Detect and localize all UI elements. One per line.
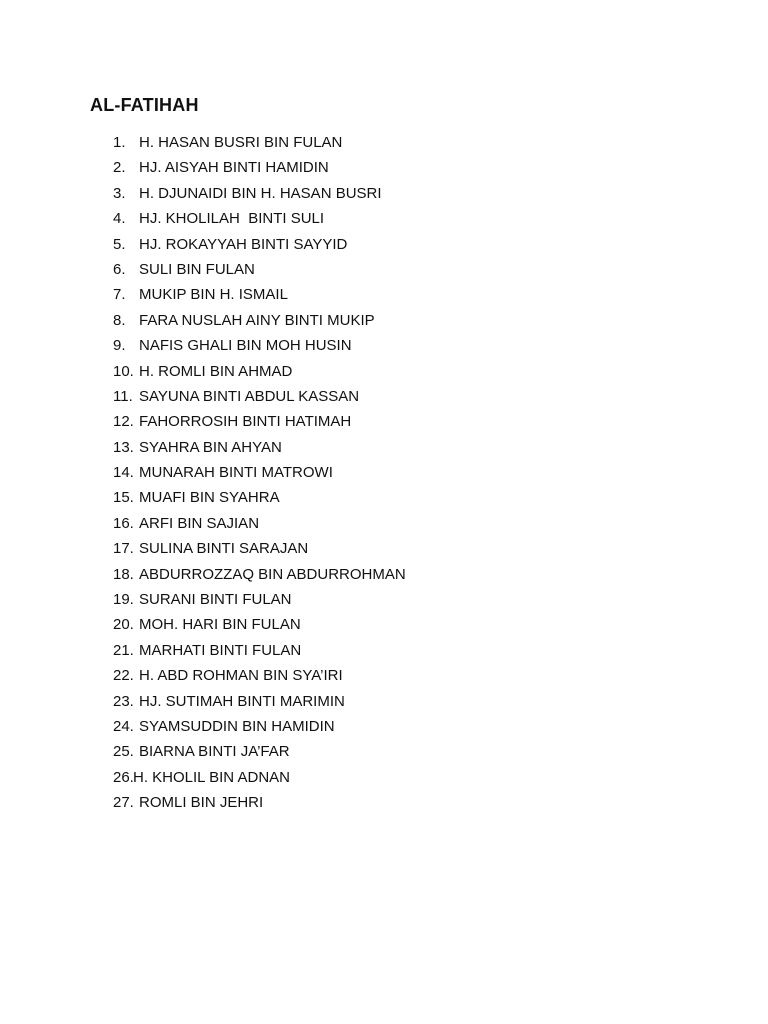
list-item (113, 130, 406, 155)
list-item-name: SAYUNA BINTI ABDUL KASSAN (139, 387, 360, 405)
list-item (113, 739, 406, 764)
list-item-name: ROMLI BIN JEHRI (139, 794, 264, 812)
list-item (113, 206, 406, 231)
list-item-name: MARHATI BINTI FULAN (139, 641, 302, 659)
list-item-name: H. ROMLI BIN AHMAD (139, 362, 293, 380)
list-item-name: HJ. SUTIMAH BINTI MARIMIN (139, 692, 345, 710)
list-item-number: 27. (113, 794, 134, 812)
list-item-number: 18. (113, 565, 134, 583)
document-title: AL-FATIHAH (90, 95, 199, 115)
list-item-number: 14. (113, 464, 134, 482)
list-item (113, 765, 406, 790)
list-item-number: 15. (113, 489, 134, 507)
list-item (113, 232, 406, 257)
list-item-name: H. ABD ROHMAN BIN SYA’IRI (139, 667, 343, 685)
list-item-number: 19. (113, 591, 134, 609)
list-item-number: 13. (113, 438, 134, 456)
list-item-number: 24. (113, 717, 134, 735)
list-item-number: 12. (113, 413, 134, 431)
list-item (113, 384, 406, 409)
list-item (113, 257, 406, 282)
list-item-name: H. KHOLIL BIN ADNAN (133, 768, 290, 786)
list-item-name: SURANI BINTI FULAN (139, 591, 292, 609)
list-item (113, 714, 406, 739)
list-item-number: 6. (113, 260, 126, 278)
list-item (113, 587, 406, 612)
list-item-number: 20. (113, 616, 134, 634)
list-item-number: 1. (113, 134, 126, 151)
list-item-name: SULI BIN FULAN (139, 260, 255, 278)
list-item (113, 181, 406, 206)
list-item (113, 689, 406, 714)
list-item-number: 11. (113, 387, 133, 405)
list-item (113, 155, 406, 180)
list-item-number: 16. (113, 514, 134, 532)
list-item (113, 359, 406, 384)
list-item-number: 3. (113, 184, 126, 202)
list-item (113, 485, 406, 510)
list-item (113, 612, 406, 637)
list-item (113, 282, 406, 307)
list-item-name: FAHORROSIH BINTI HATIMAH (139, 413, 352, 431)
list-item (113, 536, 406, 561)
list-item-number: 26. (113, 768, 134, 786)
list-item-name: FARA NUSLAH AINY BINTI MUKIP (139, 311, 375, 329)
list-item-number: 5. (113, 235, 126, 253)
list-item (113, 638, 406, 663)
list-item (113, 460, 406, 485)
list-item (113, 308, 406, 333)
list-item (113, 409, 406, 434)
list-item-number: 4. (113, 210, 126, 228)
list-item-number: 8. (113, 311, 126, 329)
list-item-name: MUNARAH BINTI MATROWI (139, 464, 333, 482)
list-item-name: HJ. KHOLILAH BINTI SULI (139, 210, 325, 228)
list-item-name: MOH. HARI BIN FULAN (139, 616, 301, 634)
list-item (113, 562, 406, 587)
list-item-name: SYAMSUDDIN BIN HAMIDIN (139, 717, 335, 735)
list-item-number: 22. (113, 667, 134, 685)
list-item-name: H. HASAN BUSRI BIN FULAN (139, 134, 343, 151)
list-item-number: 21. (113, 641, 134, 659)
list-item-name: MUAFI BIN SYAHRA (139, 489, 280, 507)
list-item-name: MUKIP BIN H. ISMAIL (139, 286, 288, 304)
list-item (113, 790, 406, 815)
list-item-number: 25. (113, 743, 134, 761)
list-item-number: 17. (113, 540, 134, 558)
list-item (113, 663, 406, 688)
list-item-name: SULINA BINTI SARAJAN (139, 540, 309, 558)
list-item-name: HJ. AISYAH BINTI HAMIDIN (139, 159, 329, 177)
list-item-name: SYAHRA BIN AHYAN (139, 438, 282, 456)
list-item-number: 7. (113, 286, 126, 304)
list-item-number: 2. (113, 159, 126, 177)
list-item-number: 10. (113, 362, 134, 380)
list-item-name: HJ. ROKAYYAH BINTI SAYYID (139, 235, 348, 253)
list-item-number: 23. (113, 692, 134, 710)
list-item (113, 435, 406, 460)
list-item (113, 511, 406, 536)
list-item-name: H. DJUNAIDI BIN H. HASAN BUSRI (139, 184, 382, 202)
list-item-name: NAFIS GHALI BIN MOH HUSIN (139, 337, 352, 355)
list-item (113, 333, 406, 358)
list-item-name: ABDURROZZAQ BIN ABDURROHMAN (139, 565, 406, 583)
list-item-name: BIARNA BINTI JA’FAR (139, 743, 290, 761)
list-item-name: ARFI BIN SAJIAN (139, 514, 260, 532)
name-list (113, 130, 406, 816)
list-item-number: 9. (113, 337, 126, 355)
